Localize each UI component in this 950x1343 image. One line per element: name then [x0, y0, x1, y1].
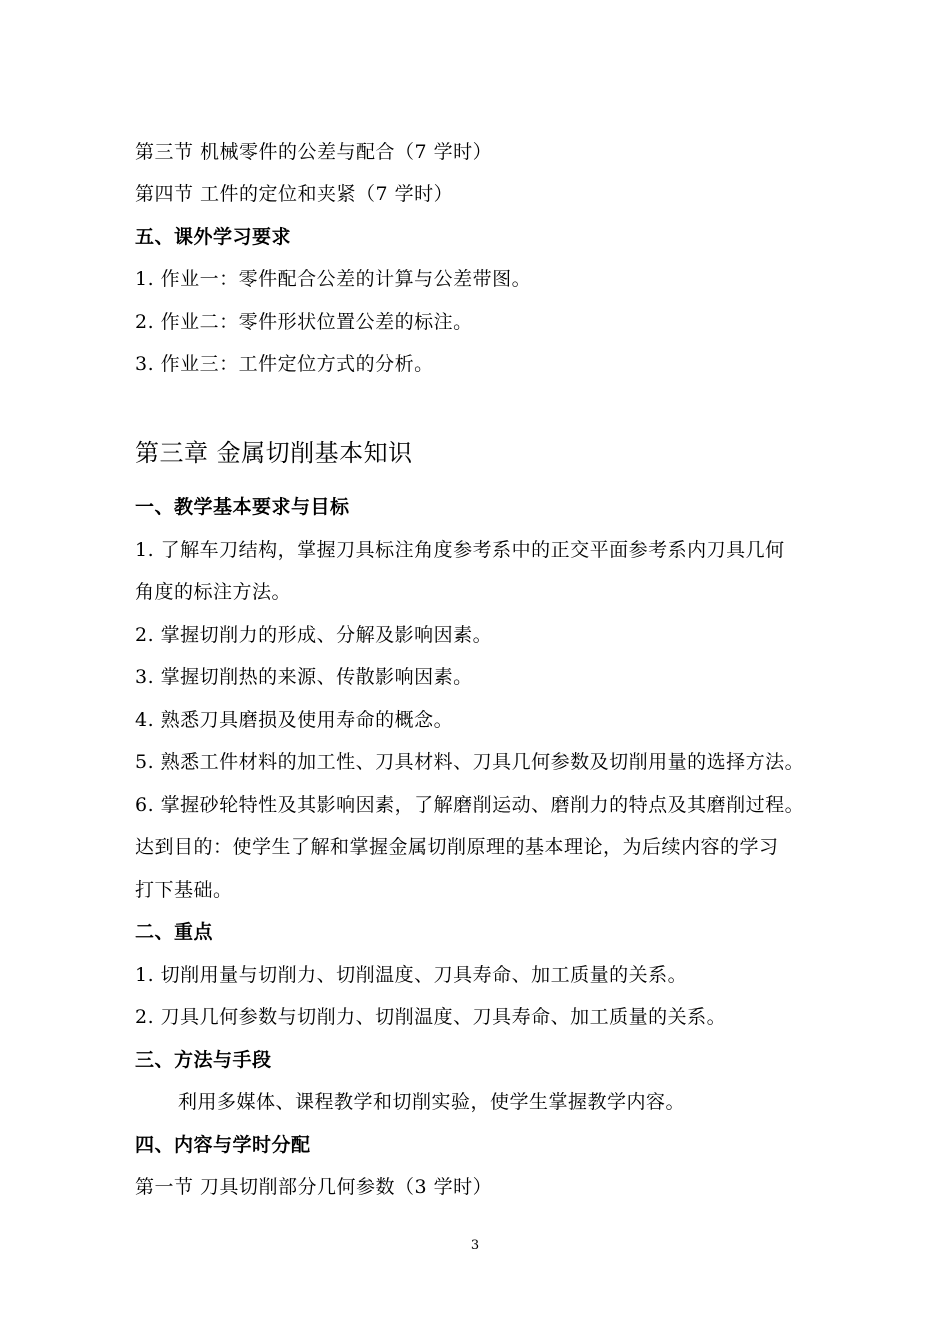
section-line: 第一节 刀具切削部分几何参数（3 学时）	[135, 1176, 493, 1198]
heading: 二、重点	[135, 921, 214, 943]
list-item: 3. 掌握切削热的来源、传散影响因素。	[135, 666, 473, 688]
list-item: 6. 掌握砂轮特性及其影响因素，了解磨削运动、磨削力的特点及其磨削过程。	[135, 794, 805, 816]
list-item: 1. 作业一：零件配合公差的计算与公差带图。	[135, 268, 532, 290]
paragraph: 利用多媒体、课程教学和切削实验，使学生掌握教学内容。	[178, 1091, 686, 1113]
list-item: 1. 切削用量与切削力、切削温度、刀具寿命、加工质量的关系。	[135, 964, 688, 986]
heading: 四、内容与学时分配	[135, 1134, 311, 1156]
heading: 一、教学基本要求与目标	[135, 496, 350, 518]
list-item: 1. 了解车刀结构，掌握刀具标注角度参考系中的正交平面参考系内刀具几何	[135, 539, 785, 561]
heading: 三、方法与手段	[135, 1049, 272, 1071]
paragraph-continuation: 打下基础。	[135, 879, 233, 901]
page-number: 3	[470, 1238, 480, 1253]
list-item: 3. 作业三：工件定位方式的分析。	[135, 353, 434, 375]
heading: 五、课外学习要求	[135, 226, 292, 248]
list-item: 5. 熟悉工件材料的加工性、刀具材料、刀具几何参数及切削用量的选择方法。	[135, 751, 805, 773]
list-item: 4. 熟悉刀具磨损及使用寿命的概念。	[135, 709, 454, 731]
chapter-title: 第三章 金属切削基本知识	[135, 439, 413, 467]
section-line: 第三节 机械零件的公差与配合（7 学时）	[135, 141, 493, 163]
list-item-continuation: 角度的标注方法。	[135, 581, 292, 603]
list-item: 2. 作业二：零件形状位置公差的标注。	[135, 311, 473, 333]
list-item: 2. 刀具几何参数与切削力、切削温度、刀具寿命、加工质量的关系。	[135, 1006, 727, 1028]
list-item: 2. 掌握切削力的形成、分解及影响因素。	[135, 624, 493, 646]
paragraph: 达到目的：使学生了解和掌握金属切削原理的基本理论，为后续内容的学习	[135, 836, 779, 858]
section-line: 第四节 工件的定位和夹紧（7 学时）	[135, 183, 454, 205]
